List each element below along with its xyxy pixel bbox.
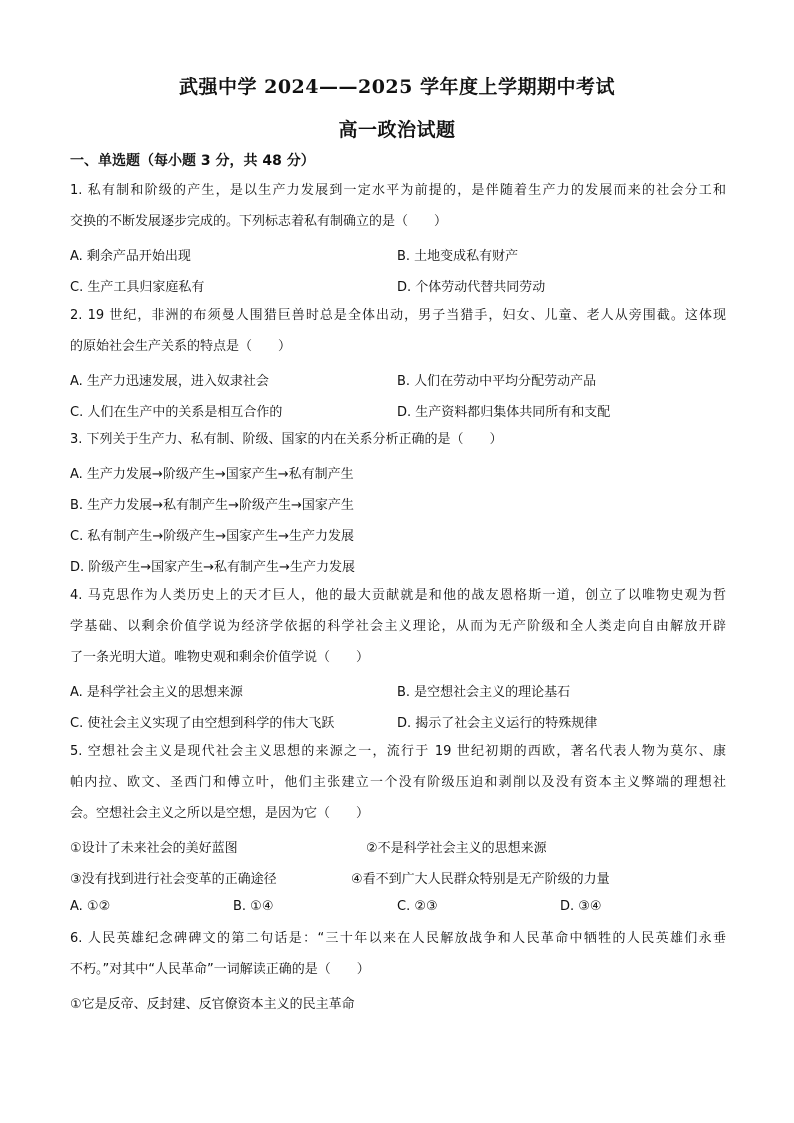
q5-stem-line3: 会。空想社会主义之所以是空想，是因为它（ ） [70,806,370,821]
q5-option-c: C. ②③ [397,899,438,914]
q2-option-b: B. 人们在劳动中平均分配劳动产品 [397,374,597,389]
exam-title: 武强中学 2024——2025 学年度上学期期中考试 [179,76,615,98]
q3-option-a: A. 生产力发展→阶级产生→国家产生→私有制产生 [70,467,354,482]
q4-stem-line1: 4. 马克思作为人类历史上的天才巨人，他的最大贡献就是和他的战友恩格斯一道，创立了以唯物史观为哲 [70,588,726,603]
q4-stem-line2: 学基础、以剩余价值学说为经济学依据的科学社会主义理论，从而为无产阶级和全人类走向自由解放开辟 [70,619,726,634]
q3-option-b: B. 生产力发展→私有制产生→阶级产生→国家产生 [70,498,354,513]
section-heading: 一、单选题（每小题 3 分，共 48 分） [70,153,315,169]
q4-option-a: A. 是科学社会主义的思想来源 [70,685,243,700]
q5-stem-line1: 5. 空想社会主义是现代社会主义思想的来源之一，流行于 19 世纪初期的西欧，著名代表人物为莫尔、康 [70,744,726,759]
q2-option-d: D. 生产资料都归集体共同所有和支配 [397,405,611,420]
q5-option-b: B. ①④ [233,899,274,914]
q2-stem-line1: 2. 19 世纪，非洲的布须曼人围猎巨兽时总是全体出动，男子当猎手，妇女、儿童、老人从旁围截。这体现 [70,308,726,323]
q5-statement-4: ④看不到广大人民群众特别是无产阶级的力量 [351,872,610,887]
q4-option-c: C. 使社会主义实现了由空想到科学的伟大飞跃 [70,716,335,731]
q6-statement-1: ①它是反帝、反封建、反官僚资本主义的民主革命 [70,997,355,1012]
q3-option-d: D. 阶级产生→国家产生→私有制产生→生产力发展 [70,560,355,575]
q5-statement-2: ②不是科学社会主义的思想来源 [366,841,547,856]
q6-stem-line1: 6. 人民英雄纪念碑碑文的第二句话是：“三十年以来在人民解放战争和人民革命中牺牲的人民英雄们永垂 [70,931,726,946]
q1-option-c: C. 生产工具归家庭私有 [70,280,205,295]
q3-stem-line1: 3. 下列关于生产力、私有制、阶级、国家的内在关系分析正确的是（ ） [70,432,503,447]
q6-stem-line2: 不朽。”对其中“人民革命”一词解读正确的是（ ） [70,962,370,977]
q1-option-b: B. 土地变成私有财产 [397,249,519,264]
q1-option-d: D. 个体劳动代替共同劳动 [397,280,546,295]
q2-stem-line2: 的原始社会生产关系的特点是（ ） [70,339,292,354]
q1-option-a: A. 剩余产品开始出现 [70,249,191,264]
q5-option-a: A. ①② [70,899,111,914]
q3-option-c: C. 私有制产生→阶级产生→国家产生→生产力发展 [70,529,355,544]
q5-option-d: D. ③④ [560,899,602,914]
q1-stem-line1: 1. 私有制和阶级的产生，是以生产力发展到一定水平为前提的，是伴随着生产力的发展而来的社会分工和 [70,183,726,198]
q4-stem-line3: 了一条光明大道。唯物史观和剩余价值学说（ ） [70,650,370,665]
q1-stem-line2: 交换的不断发展逐步完成的。下列标志着私有制确立的是（ ） [70,214,448,229]
q4-option-b: B. 是空想社会主义的理论基石 [397,685,571,700]
q2-option-a: A. 生产力迅速发展，进入奴隶社会 [70,374,269,389]
q5-statement-3: ③没有找到进行社会变革的正确途径 [70,872,277,887]
q4-option-d: D. 揭示了社会主义运行的特殊规律 [397,716,598,731]
q2-option-c: C. 人们在生产中的关系是相互合作的 [70,405,283,420]
q5-statement-1: ①设计了未来社会的美好蓝图 [70,841,238,856]
exam-subtitle: 高一政治试题 [338,119,456,141]
q5-stem-line2: 帕内拉、欧文、圣西门和傅立叶，他们主张建立一个没有阶级压迫和剥削以及没有资本主义弊端的理想社 [70,775,726,790]
